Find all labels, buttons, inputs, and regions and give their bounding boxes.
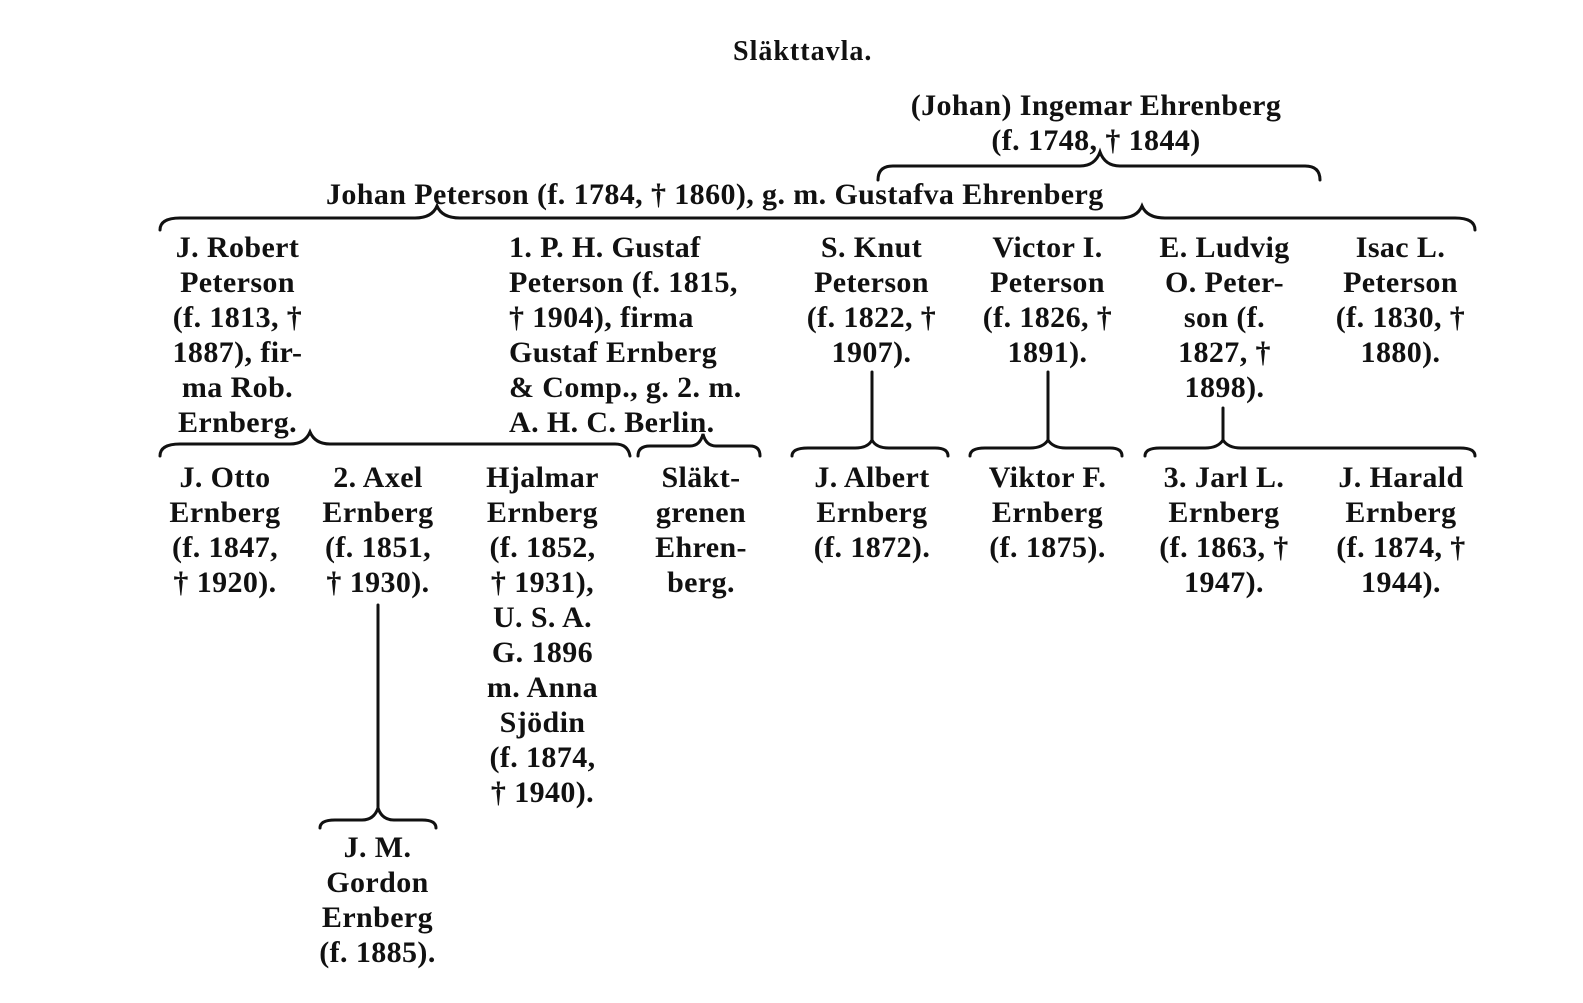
person-viktor: Viktor F. Ernberg (f. 1875). bbox=[988, 461, 1107, 564]
person-ludvig: E. Ludvig O. Peter- son (f. 1827, † 1898). bbox=[1159, 231, 1290, 404]
person-robert: J. Robert Peterson (f. 1813, † 1887), fir- ma Rob. Ernberg. bbox=[172, 231, 303, 439]
person-isac: Isac L. Peterson (f. 1830, † 1880). bbox=[1335, 231, 1466, 369]
person-albert: J. Albert Ernberg (f. 1872). bbox=[813, 461, 931, 564]
axel-brace bbox=[320, 808, 436, 828]
page-title: Släkttavla. bbox=[733, 36, 873, 67]
person-hjalmar: Hjalmar Ernberg (f. 1852, † 1931), U. S. A. G. 1896 m. Anna Sjödin (f. 1874, † 1940). bbox=[486, 461, 599, 809]
person-gordon: J. M. Gordon Ernberg (f. 1885). bbox=[319, 831, 436, 969]
parents-line: Johan Peterson (f. 1784, † 1860), g. m. Gustafva Ehrenberg bbox=[326, 178, 1104, 211]
person-gustaf: 1. P. H. Gustaf Peterson (f. 1815, † 1904), firma Gustaf Ernberg & Comp., g. 2. m. A. H. C. Berlin. bbox=[509, 231, 742, 439]
person-axel: 2. Axel Ernberg (f. 1851, † 1930). bbox=[322, 461, 434, 599]
victor-brace bbox=[970, 440, 1122, 456]
person-jarl: 3. Jarl L. Ernberg (f. 1863, † 1947). bbox=[1159, 461, 1289, 599]
person-victor: Victor I. Peterson (f. 1826, † 1891). bbox=[982, 231, 1113, 369]
branch-ehrenberg: Släkt- grenen Ehren- berg. bbox=[655, 461, 747, 599]
person-knut: S. Knut Peterson (f. 1822, † 1907). bbox=[806, 231, 937, 369]
person-otto: J. Otto Ernberg (f. 1847, † 1920). bbox=[169, 461, 281, 599]
ancestor-name: (Johan) Ingemar Ehrenberg bbox=[910, 89, 1282, 122]
person-harald: J. Harald Ernberg (f. 1874, † 1944). bbox=[1336, 461, 1466, 599]
ludvig-brace bbox=[1145, 440, 1475, 456]
knut-brace bbox=[792, 440, 948, 456]
ancestor-dates: (f. 1748, † 1844) bbox=[991, 124, 1201, 157]
